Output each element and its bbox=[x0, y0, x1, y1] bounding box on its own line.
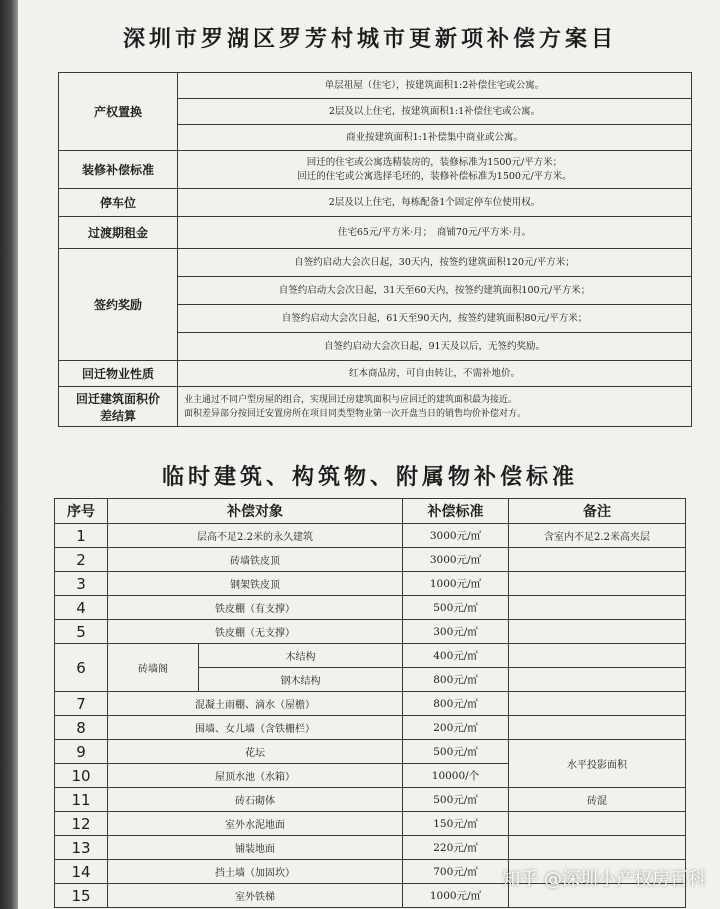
temporary-building-table bbox=[54, 498, 686, 908]
row-no: 8 bbox=[55, 716, 108, 740]
row-no: 10 bbox=[55, 764, 108, 788]
row-target: 木结构 bbox=[199, 644, 403, 668]
row-note bbox=[509, 620, 686, 644]
row-note bbox=[509, 692, 686, 716]
row-note bbox=[509, 668, 686, 692]
header-target: 补偿对象 bbox=[108, 499, 403, 524]
area-difference-text bbox=[178, 387, 692, 427]
row-no: 3 bbox=[55, 572, 108, 596]
transition-rent-label: 过渡期租金 bbox=[59, 217, 178, 249]
header-no: 序号 bbox=[55, 499, 108, 524]
row-note bbox=[509, 548, 686, 572]
area-difference-line-1: 业主通过不同户型房屋的组合，实现回迁房建筑面积与应回迁的建筑面积最为接近。 bbox=[184, 394, 518, 405]
row-target: 屋顶水池（水箱） bbox=[108, 764, 403, 788]
row-standard: 400元/㎡ bbox=[403, 644, 509, 668]
signing-reward-row-1: 自签约启动大会次日起，30天内，按签约建筑面积120元/平方米； bbox=[178, 249, 692, 277]
row-standard: 200元/㎡ bbox=[403, 716, 509, 740]
row-no: 13 bbox=[55, 836, 108, 860]
header-note: 备注 bbox=[509, 499, 686, 524]
row-standard: 3000元/㎡ bbox=[403, 524, 509, 548]
row-no: 15 bbox=[55, 884, 108, 908]
row-standard: 700元/㎡ bbox=[403, 860, 509, 884]
row-standard: 3000元/㎡ bbox=[403, 548, 509, 572]
row-standard: 1000元/㎡ bbox=[403, 572, 509, 596]
row-note bbox=[509, 644, 686, 668]
transition-rent-text: 住宅65元/平方米·月； 商铺70元/平方米·月。 bbox=[178, 217, 692, 249]
row-no: 4 bbox=[55, 596, 108, 620]
row-target: 层高不足2.2米的永久建筑 bbox=[108, 524, 403, 548]
row-no: 6 bbox=[55, 644, 108, 692]
row-note bbox=[509, 812, 686, 836]
row-note bbox=[509, 836, 686, 860]
decoration-line-2: 回迁的住宅或公寓选择毛坯的，装修补偿标准为1500元/平方米。 bbox=[297, 170, 572, 182]
compensation-plan-table bbox=[58, 72, 692, 427]
signing-reward-row-4: 自签约启动大会次日起，91天及以后，无签约奖励。 bbox=[178, 333, 692, 361]
zhihu-watermark: 知乎 @深圳小产权房百科 bbox=[502, 869, 706, 890]
row-target: 铺装地面 bbox=[108, 836, 403, 860]
row-standard: 220元/㎡ bbox=[403, 836, 509, 860]
property-row-2: 2层及以上住宅，按建筑面积1:1补偿住宅或公寓。 bbox=[178, 99, 692, 125]
row-no: 14 bbox=[55, 860, 108, 884]
row-target: 砖石砌体 bbox=[108, 788, 403, 812]
row-note bbox=[509, 716, 686, 740]
row-note bbox=[509, 596, 686, 620]
property-row-3: 商业按建筑面积1:1补偿集中商业或公寓。 bbox=[178, 125, 692, 151]
row-no: 5 bbox=[55, 620, 108, 644]
row-target: 混凝土雨棚、滴水（屋檐） bbox=[108, 692, 403, 716]
note-horizontal-projection: 水平投影面积 bbox=[509, 740, 686, 788]
row-no: 11 bbox=[55, 788, 108, 812]
binder-edge bbox=[0, 0, 18, 909]
row-standard: 500元/㎡ bbox=[403, 740, 509, 764]
row-target: 花坛 bbox=[108, 740, 403, 764]
row-no: 7 bbox=[55, 692, 108, 716]
property-nature-text: 红本商品房，可自由转让，不需补地价。 bbox=[178, 361, 692, 387]
decoration-line-1: 回迁的住宅或公寓选精装房的，装修标准为1500元/平方米； bbox=[306, 156, 563, 168]
area-difference-line-2: 面积差异部分按回迁安置房所在项目同类型物业第一次开盘当日的销售均价补偿对方。 bbox=[184, 408, 527, 419]
row-target: 挡土墙（加固坎） bbox=[108, 860, 403, 884]
row-target: 围墙、女儿墙（含铁栅栏） bbox=[108, 716, 403, 740]
row-standard: 1000元/㎡ bbox=[403, 884, 509, 908]
row-standard: 500元/㎡ bbox=[403, 596, 509, 620]
row-no: 12 bbox=[55, 812, 108, 836]
row-target: 钢木结构 bbox=[199, 668, 403, 692]
signing-reward-label: 签约奖励 bbox=[59, 249, 178, 361]
property-exchange-label: 产权置换 bbox=[59, 73, 178, 151]
row-target: 铁皮棚（无支撑） bbox=[108, 620, 403, 644]
area-difference-label bbox=[59, 387, 178, 427]
row-standard: 10000/个 bbox=[403, 764, 509, 788]
row-target: 铁皮棚（有支撑） bbox=[108, 596, 403, 620]
parking-text: 2层及以上住宅，每栋配备1个固定停车位使用权。 bbox=[178, 189, 692, 217]
row-note bbox=[509, 572, 686, 596]
parking-label: 停车位 bbox=[59, 189, 178, 217]
signing-reward-row-3: 自签约启动大会次日起，61天至90天内，按签约建筑面积80元/平方米； bbox=[178, 305, 692, 333]
row-no: 9 bbox=[55, 740, 108, 764]
header-standard: 补偿标准 bbox=[403, 499, 509, 524]
area-difference-label-line-1: 回迁建筑面积价 bbox=[75, 391, 160, 406]
note-masonry: 砖混 bbox=[509, 788, 686, 812]
row-standard: 500元/㎡ bbox=[403, 788, 509, 812]
decoration-label: 装修补偿标准 bbox=[59, 151, 178, 189]
row-target: 砖墙铁皮顶 bbox=[108, 548, 403, 572]
row-no: 2 bbox=[55, 548, 108, 572]
brick-attic-group: 砖墙阁 bbox=[108, 644, 199, 692]
temporary-building-title: 临时建筑、构筑物、附属物补偿标准 bbox=[161, 464, 578, 490]
row-standard: 800元/㎡ bbox=[403, 668, 509, 692]
signing-reward-row-2: 自签约启动大会次日起，31天至60天内，按签约建筑面积100元/平方米； bbox=[178, 277, 692, 305]
row-standard: 150元/㎡ bbox=[403, 812, 509, 836]
row-target: 室外水泥地面 bbox=[108, 812, 403, 836]
compensation-plan-title: 深圳市罗湖区罗芳村城市更新项补偿方案目 bbox=[122, 26, 617, 52]
row-target: 钢架铁皮顶 bbox=[108, 572, 403, 596]
row-no: 1 bbox=[55, 524, 108, 548]
property-nature-label: 回迁物业性质 bbox=[59, 361, 178, 387]
row-target: 室外铁梯 bbox=[108, 884, 403, 908]
row-standard: 800元/㎡ bbox=[403, 692, 509, 716]
row-standard: 300元/㎡ bbox=[403, 620, 509, 644]
decoration-text bbox=[178, 151, 692, 189]
area-difference-label-line-2: 差结算 bbox=[99, 408, 136, 423]
property-row-1: 单层祖屋（住宅），按建筑面积1:2补偿住宅或公寓。 bbox=[178, 73, 692, 99]
row-note: 含室内不足2.2米高夹层 bbox=[509, 524, 686, 548]
